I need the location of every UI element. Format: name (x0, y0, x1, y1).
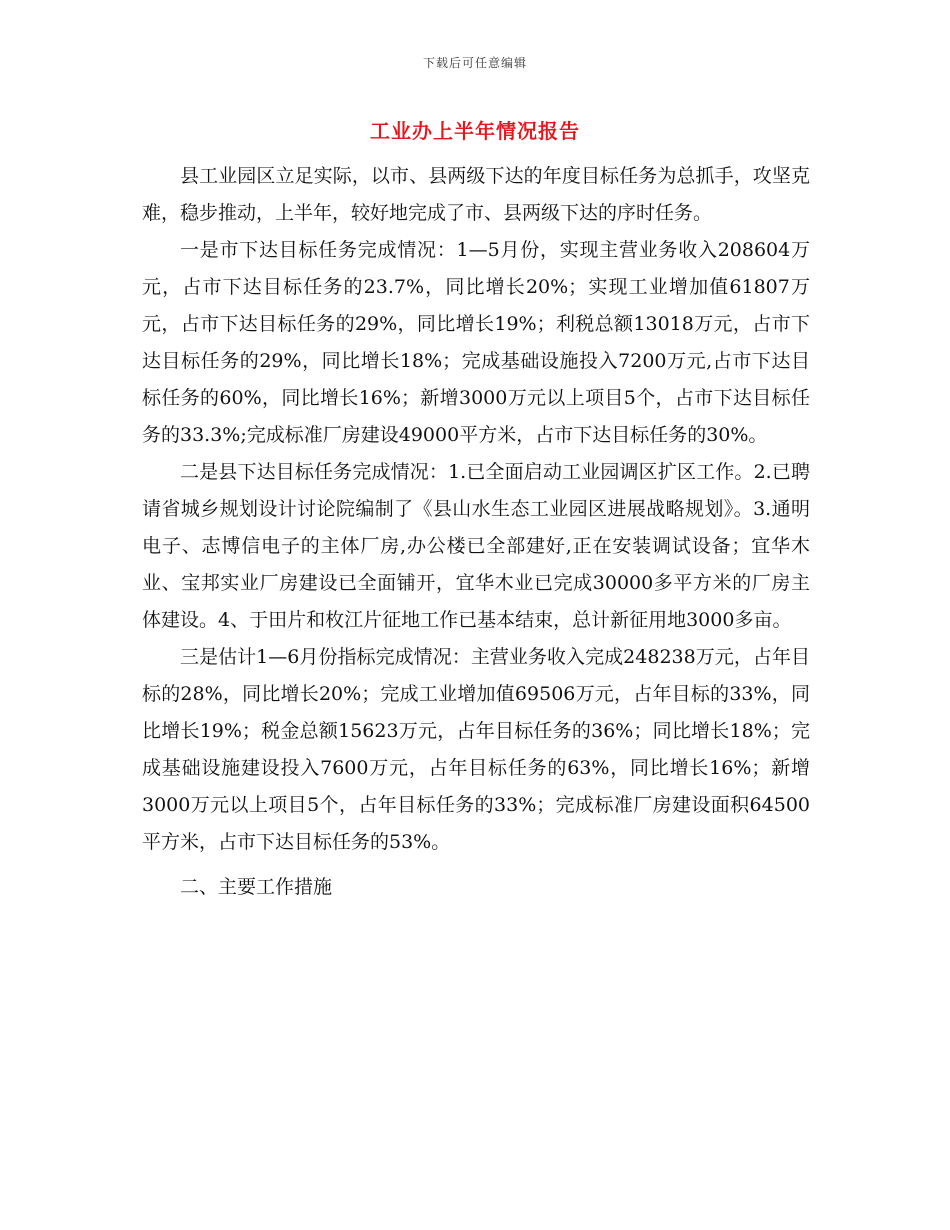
section-heading-measures: 二、主要工作措施 (180, 876, 333, 898)
document-body (142, 158, 810, 906)
paragraph-estimates: 三是估计1—6月份指标完成情况：主营业务收入完成248238万元，占年目标的28%，同比增长20%；完成工业增加值69506万元，占年目标的33%，同比增长19%；税金总额15623万元，占年目标任务的36%；同比增长18%；完成基础设施建设投入7600万元，占年目标任务的63%，同比增长16%；新增3000万元以上项目5个，占年目标任务的33%；完成标准厂房建设面积64500平方米，占市下达目标任务的53%。 (142, 646, 810, 853)
paragraph-intro: 县工业园区立足实际，以市、县两级下达的年度目标任务为总抓手，攻坚克难，稳步推动，上半年，较好地完成了市、县两级下达的序时任务。 (142, 165, 810, 224)
paragraph-city-targets: 一是市下达目标任务完成情况：1—5月份，实现主营业务收入208604万元，占市下达目标任务的23.7%，同比增长20%；实现工业增加值61807万元，占市下达目标任务的29%，同比增长19%；利税总额13018万元，占市下达目标任务的29%，同比增长18%；完成基础设施投入7200万元,占市下达目标任务的60%，同比增长16%；新增3000万元以上项目5个，占市下达目标任务的33.3%;完成标准厂房建设49000平方米，占市下达目标任务的30%。 (142, 239, 810, 446)
page-header-note: 下载后可任意编辑 (422, 56, 527, 70)
paragraph-county-targets: 二是县下达目标任务完成情况：1.已全面启动工业园调区扩区工作。2.已聘请省城乡规划设计讨论院编制了《县山水生态工业园区进展战略规划》。3.通明电子、志博信电子的主体厂房,办公楼已全部建好,正在安装调试设备；宜华木业、宝邦实业厂房建设已全面铺开，宜华木业已完成30000多平方米的厂房主体建设。4、于田片和枚江片征地工作已基本结束，总计新征用地3000多亩。 (142, 461, 810, 631)
document-title: 工业办上半年情况报告 (370, 119, 580, 143)
